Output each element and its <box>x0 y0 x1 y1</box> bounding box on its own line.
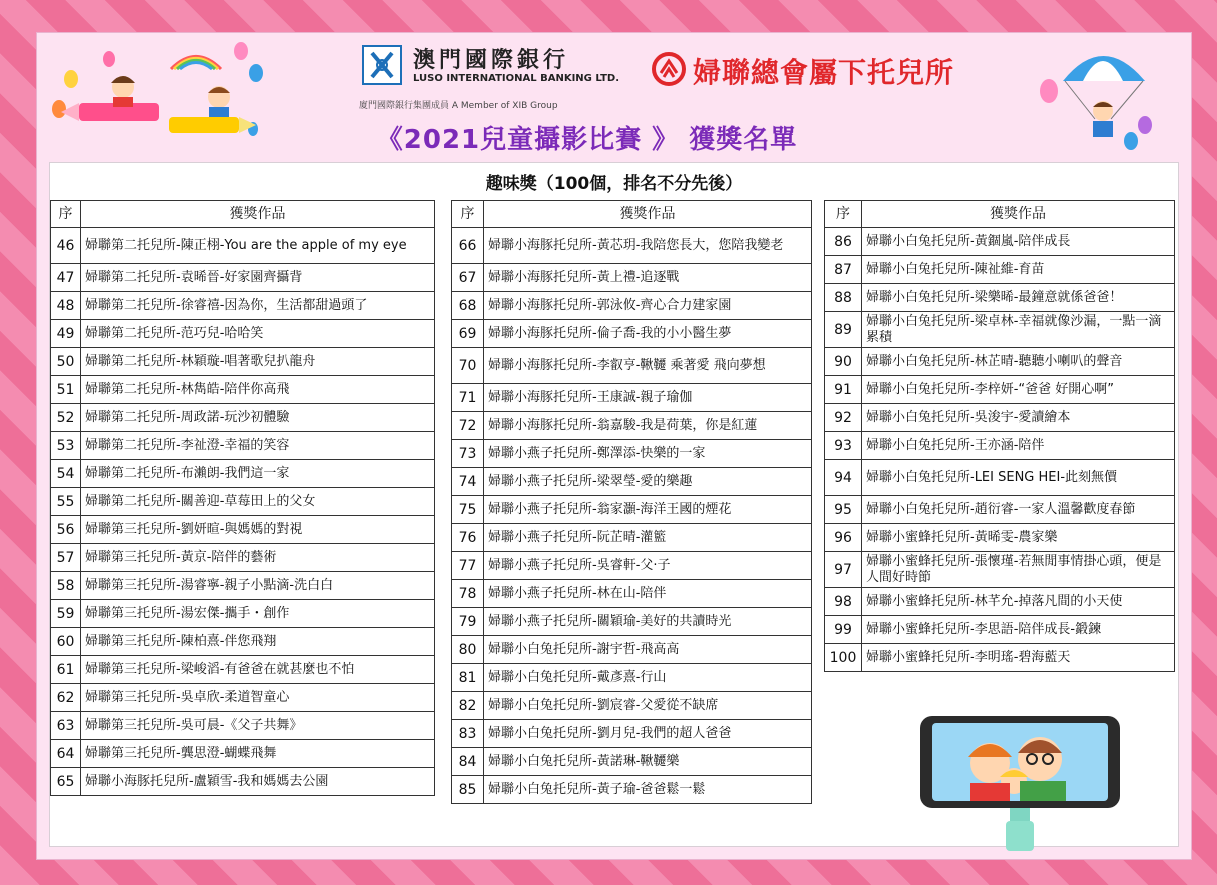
certificate-panel <box>36 32 1192 860</box>
award-number: 90 <box>825 348 862 376</box>
award-number: 81 <box>452 664 484 692</box>
award-number: 54 <box>51 460 81 488</box>
award-number: 58 <box>51 572 81 600</box>
table-row <box>825 588 1175 616</box>
award-number: 86 <box>825 228 862 256</box>
col-no-header: 序 <box>825 201 862 228</box>
table-row <box>51 228 435 264</box>
table-row <box>825 256 1175 284</box>
award-number: 84 <box>452 748 484 776</box>
award-number: 55 <box>51 488 81 516</box>
award-number: 89 <box>825 312 862 348</box>
table-row <box>51 600 435 628</box>
award-work: 婦聯小白兔托兒所-趙衍睿-一家人溫馨歡度春節 <box>862 496 1175 524</box>
award-work: 婦聯小海豚托兒所-王康誠-親子瑜伽 <box>484 384 812 412</box>
award-number: 49 <box>51 320 81 348</box>
bank-subtitle: 廈門國際銀行集團成員 A Member of XIB Group <box>359 101 558 111</box>
award-work: 婦聯第三托兒所-湯宏傑-攜手・創作 <box>81 600 435 628</box>
award-work: 婦聯第二托兒所-林雋皓-陪伴你高飛 <box>81 376 435 404</box>
bank-logo-icon <box>362 45 402 85</box>
table-row <box>51 740 435 768</box>
award-number: 63 <box>51 712 81 740</box>
award-number: 53 <box>51 432 81 460</box>
award-work: 婦聯小白兔托兒所-王亦涵-陪伴 <box>862 432 1175 460</box>
table-row <box>825 460 1175 496</box>
award-number: 99 <box>825 616 862 644</box>
award-number: 75 <box>452 496 484 524</box>
award-number: 60 <box>51 628 81 656</box>
award-work: 婦聯第三托兒所-吳卓欣-柔道智童心 <box>81 684 435 712</box>
award-work: 婦聯小燕子托兒所-阮芷晴-灌籃 <box>484 524 812 552</box>
award-work: 婦聯小白兔托兒所-戴彥熹-行山 <box>484 664 812 692</box>
award-number: 98 <box>825 588 862 616</box>
award-work: 婦聯小蜜蜂托兒所-張懷瑾-若無閒事情掛心頭，便是人間好時節 <box>862 552 1175 588</box>
parachute-decoration <box>1033 41 1163 161</box>
col-work-header: 獲獎作品 <box>81 201 435 228</box>
award-work: 婦聯小海豚托兒所-黃芯玥-我陪您長大，您陪我變老 <box>484 228 812 264</box>
award-number: 52 <box>51 404 81 432</box>
award-work: 婦聯小白兔托兒所-吳浚宇-愛讀繪本 <box>862 404 1175 432</box>
award-number: 76 <box>452 524 484 552</box>
award-work: 婦聯小蜜蜂托兒所-林芊允-掉落凡間的小天使 <box>862 588 1175 616</box>
award-number: 87 <box>825 256 862 284</box>
section-title: 趣味獎（100個，排名不分先後） <box>485 174 743 194</box>
table-header-row <box>51 201 435 228</box>
table-row <box>452 608 812 636</box>
award-work: 婦聯小白兔托兒所-謝宇哲-飛高高 <box>484 636 812 664</box>
award-work: 婦聯小燕子托兒所-翁家灝-海洋王國的煙花 <box>484 496 812 524</box>
table-row <box>51 516 435 544</box>
award-number: 95 <box>825 496 862 524</box>
award-work: 婦聯小白兔托兒所-黃諾琳-鞦韆樂 <box>484 748 812 776</box>
award-number: 66 <box>452 228 484 264</box>
table-row <box>452 664 812 692</box>
award-work: 婦聯小海豚托兒所-黃上禮-追逐戰 <box>484 264 812 292</box>
award-number: 79 <box>452 608 484 636</box>
award-number: 82 <box>452 692 484 720</box>
awards-table-box <box>49 162 1179 847</box>
award-number: 59 <box>51 600 81 628</box>
table-row <box>51 628 435 656</box>
award-work: 婦聯小燕子托兒所-鄭澤添-快樂的一家 <box>484 440 812 468</box>
table-row <box>452 552 812 580</box>
kids-crayon-decoration <box>51 39 271 149</box>
award-number: 50 <box>51 348 81 376</box>
award-work: 婦聯小白兔托兒所-陳祉維-育苗 <box>862 256 1175 284</box>
award-work: 婦聯第二托兒所-李祉澄-幸福的笑容 <box>81 432 435 460</box>
table-row <box>825 496 1175 524</box>
award-number: 80 <box>452 636 484 664</box>
award-work: 婦聯小海豚托兒所-郭泳攸-齊心合力建家園 <box>484 292 812 320</box>
col-no-header: 序 <box>51 201 81 228</box>
award-work: 婦聯小蜜蜂托兒所-李思語-陪伴成長-鍛鍊 <box>862 616 1175 644</box>
award-number: 65 <box>51 768 81 796</box>
award-number: 96 <box>825 524 862 552</box>
table-row <box>825 616 1175 644</box>
award-work: 婦聯第三托兒所-龔思澄-蝴蝶飛舞 <box>81 740 435 768</box>
award-number: 70 <box>452 348 484 384</box>
table-row <box>452 264 812 292</box>
table-row <box>825 228 1175 256</box>
table-row <box>825 644 1175 672</box>
table-row <box>51 376 435 404</box>
award-number: 72 <box>452 412 484 440</box>
table-row <box>825 376 1175 404</box>
table-row <box>452 496 812 524</box>
award-work: 婦聯第二托兒所-周政諾-玩沙初體驗 <box>81 404 435 432</box>
table-row <box>825 348 1175 376</box>
award-work: 婦聯小海豚托兒所-李叡亨-鞦韆 乘著愛 飛向夢想 <box>484 348 812 384</box>
award-work: 婦聯小燕子托兒所-梁翠瑩-愛的樂趣 <box>484 468 812 496</box>
table-row <box>51 544 435 572</box>
award-work: 婦聯第二托兒所-袁晞晉-好家園齊攝背 <box>81 264 435 292</box>
award-number: 91 <box>825 376 862 404</box>
org-name: 婦聯總會屬下托兒所 <box>693 56 955 89</box>
table-row <box>452 524 812 552</box>
award-number: 92 <box>825 404 862 432</box>
award-number: 97 <box>825 552 862 588</box>
table-row <box>51 264 435 292</box>
award-work: 婦聯第二托兒所-徐睿禧-因為你，生活都甜過頭了 <box>81 292 435 320</box>
table-row <box>51 404 435 432</box>
award-work: 婦聯小白兔托兒所-劉月兒-我們的超人爸爸 <box>484 720 812 748</box>
table-row <box>452 348 812 384</box>
col-work-header: 獲獎作品 <box>484 201 812 228</box>
award-work: 婦聯小燕子托兒所-吳睿軒-父·子 <box>484 552 812 580</box>
awards-table-col-3 <box>824 200 1175 672</box>
awards-table-col-1 <box>50 200 435 796</box>
award-work: 婦聯小海豚托兒所-倫子喬-我的小小醫生夢 <box>484 320 812 348</box>
selfie-phone-icon <box>910 711 1140 851</box>
award-number: 56 <box>51 516 81 544</box>
table-row <box>51 712 435 740</box>
table-row <box>51 432 435 460</box>
bank-name-zh: 澳門國際銀行 <box>413 48 570 73</box>
award-work: 婦聯第二托兒所-關善迎-草莓田上的父女 <box>81 488 435 516</box>
award-work: 婦聯第三托兒所-黃京-陪伴的藝術 <box>81 544 435 572</box>
table-row <box>452 720 812 748</box>
award-number: 94 <box>825 460 862 496</box>
table-row <box>51 320 435 348</box>
award-number: 51 <box>51 376 81 404</box>
table-row <box>452 580 812 608</box>
table-row <box>452 292 812 320</box>
award-number: 67 <box>452 264 484 292</box>
award-number: 47 <box>51 264 81 292</box>
award-number: 71 <box>452 384 484 412</box>
award-number: 74 <box>452 468 484 496</box>
award-work: 婦聯小蜜蜂托兒所-黃晞雯-農家樂 <box>862 524 1175 552</box>
table-row <box>825 432 1175 460</box>
award-work: 婦聯小燕子托兒所-林在山-陪伴 <box>484 580 812 608</box>
award-work: 婦聯小白兔托兒所-黃錮嵐-陪伴成長 <box>862 228 1175 256</box>
table-row <box>452 228 812 264</box>
table-row <box>51 460 435 488</box>
award-work: 婦聯第三托兒所-梁峻滔-有爸爸在就甚麼也不怕 <box>81 656 435 684</box>
bank-header <box>359 41 619 111</box>
award-work: 婦聯第三托兒所-陳柏熹-伴您飛翔 <box>81 628 435 656</box>
award-number: 83 <box>452 720 484 748</box>
table-row <box>825 404 1175 432</box>
table-row <box>452 384 812 412</box>
award-work: 婦聯第三托兒所-湯睿寧-親子小點滴-洗白白 <box>81 572 435 600</box>
table-row <box>452 776 812 804</box>
bank-name-en: LUSO INTERNATIONAL BANKING LTD. <box>413 73 619 84</box>
table-row <box>452 636 812 664</box>
table-row <box>825 524 1175 552</box>
award-work: 婦聯小海豚托兒所-盧穎雪-我和媽媽去公園 <box>81 768 435 796</box>
award-work: 婦聯第二托兒所-布瀨朗-我們這一家 <box>81 460 435 488</box>
table-header-row <box>452 201 812 228</box>
award-number: 46 <box>51 228 81 264</box>
award-work: 婦聯小白兔托兒所-LEI SENG HEI-此刻無價 <box>862 460 1175 496</box>
table-row <box>51 292 435 320</box>
award-number: 77 <box>452 552 484 580</box>
award-work: 婦聯第三托兒所-劉妍暄-與媽媽的對視 <box>81 516 435 544</box>
award-number: 85 <box>452 776 484 804</box>
award-number: 64 <box>51 740 81 768</box>
award-work: 婦聯小白兔托兒所-黃子瑜-爸爸鬆一鬆 <box>484 776 812 804</box>
table-header-row <box>825 201 1175 228</box>
table-row <box>51 488 435 516</box>
award-work: 婦聯第二托兒所-林穎璇-唱著歌兒扒龍舟 <box>81 348 435 376</box>
table-row <box>452 320 812 348</box>
award-number: 69 <box>452 320 484 348</box>
table-row <box>452 468 812 496</box>
awards-table-col-2 <box>451 200 812 804</box>
award-number: 57 <box>51 544 81 572</box>
table-row <box>51 348 435 376</box>
table-row <box>825 284 1175 312</box>
award-number: 61 <box>51 656 81 684</box>
award-number: 100 <box>825 644 862 672</box>
table-row <box>452 412 812 440</box>
award-number: 93 <box>825 432 862 460</box>
award-work: 婦聯小蜜蜂托兒所-李明瑤-碧海藍天 <box>862 644 1175 672</box>
award-work: 婦聯小白兔托兒所-林芷晴-聽聽小喇叭的聲音 <box>862 348 1175 376</box>
award-number: 48 <box>51 292 81 320</box>
award-work: 婦聯小白兔托兒所-梁樂晞-最鐘意就係爸爸！ <box>862 284 1175 312</box>
table-row <box>452 748 812 776</box>
page-title: 《2021兒童攝影比賽 》 獲獎名單 <box>376 125 798 155</box>
award-work: 婦聯小燕子托兒所-關穎瑜-美好的共讀時光 <box>484 608 812 636</box>
award-number: 68 <box>452 292 484 320</box>
table-row <box>825 552 1175 588</box>
col-no-header: 序 <box>452 201 484 228</box>
org-logo-icon <box>651 51 687 87</box>
col-work-header: 獲獎作品 <box>862 201 1175 228</box>
award-work: 婦聯第三托兒所-吳可晨-《父子共舞》 <box>81 712 435 740</box>
table-row <box>51 656 435 684</box>
award-work: 婦聯第二托兒所-范巧兒-哈哈笑 <box>81 320 435 348</box>
award-work: 婦聯第二托兒所-陳正栩-You are the apple of my eye <box>81 228 435 264</box>
award-work: 婦聯小白兔托兒所-劉宸睿-父愛從不缺席 <box>484 692 812 720</box>
award-number: 73 <box>452 440 484 468</box>
table-row <box>452 692 812 720</box>
award-number: 78 <box>452 580 484 608</box>
award-work: 婦聯小白兔托兒所-梁卓林-幸福就像沙漏，一點一滴累積 <box>862 312 1175 348</box>
award-number: 62 <box>51 684 81 712</box>
table-row <box>51 572 435 600</box>
table-row <box>452 440 812 468</box>
table-row <box>825 312 1175 348</box>
table-row <box>51 768 435 796</box>
award-number: 88 <box>825 284 862 312</box>
award-work: 婦聯小白兔托兒所-李梓妍-“爸爸 好開心啊” <box>862 376 1175 404</box>
award-work: 婦聯小海豚托兒所-翁嘉駿-我是荷葉，你是紅蓮 <box>484 412 812 440</box>
table-row <box>51 684 435 712</box>
